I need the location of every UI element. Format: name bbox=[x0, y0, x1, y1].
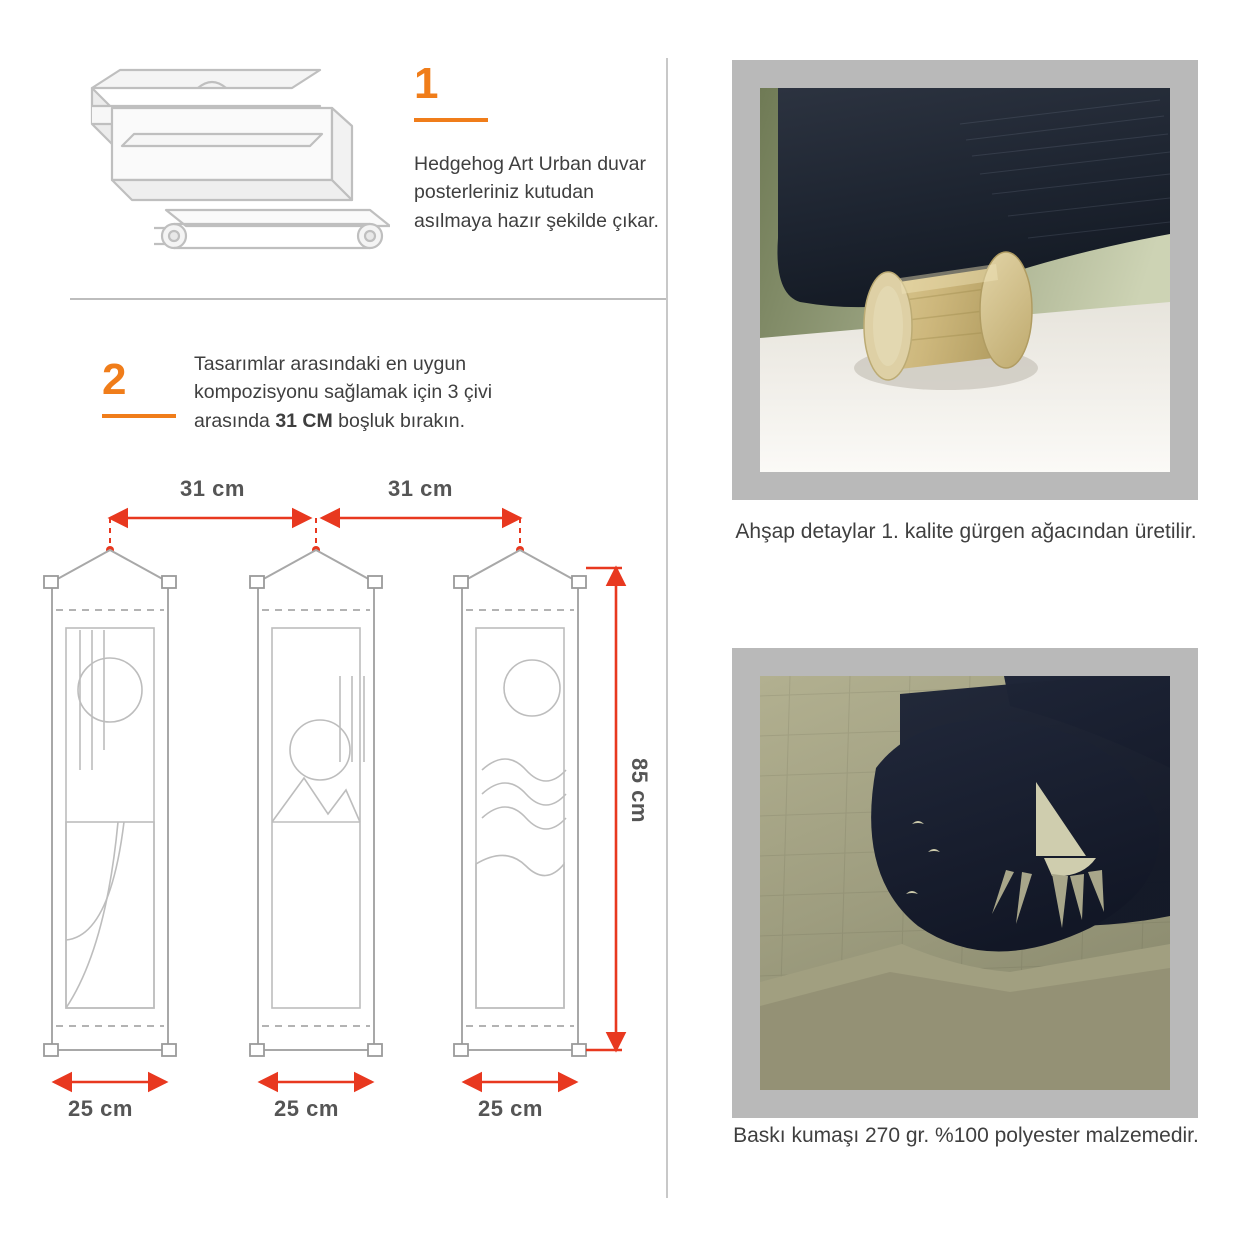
column-divider bbox=[666, 58, 668, 1198]
step-2 bbox=[102, 350, 668, 435]
wood-detail-caption: Ahşap detaylar 1. kalite gürgen ağacından üretilir. bbox=[735, 520, 1197, 543]
step-1-number: 1 bbox=[414, 59, 439, 108]
fabric-detail-caption: Baskı kumaşı 270 gr. %100 polyester malzemedir. bbox=[733, 1124, 1199, 1147]
width-label-2: 25 cm bbox=[274, 1096, 339, 1121]
section-divider bbox=[70, 298, 666, 300]
step-2-rule bbox=[102, 414, 176, 418]
spacing-label-2: 31 cm bbox=[388, 476, 453, 501]
poster-measurement-diagram bbox=[40, 470, 660, 1150]
fabric-detail-photo bbox=[760, 676, 1170, 1090]
wood-detail-photo bbox=[760, 88, 1170, 472]
fabric-detail-photo-frame bbox=[732, 648, 1198, 1118]
height-label: 85 cm bbox=[627, 758, 652, 823]
step-1 bbox=[414, 59, 664, 235]
spacing-label-1: 31 cm bbox=[180, 476, 245, 501]
step-1-text: Hedgehog Art Urban duvar posterleriniz kutudan asılmaya hazır şekilde çıkar. bbox=[414, 153, 659, 232]
step-2-number-group bbox=[102, 355, 192, 418]
box-illustration bbox=[70, 60, 390, 260]
right-column bbox=[690, 0, 1240, 1240]
step-2-text bbox=[194, 350, 524, 435]
step-2-text-strong: 31 CM bbox=[275, 409, 333, 432]
step-2-number: 2 bbox=[102, 355, 127, 404]
step-2-text-after: boşluk bırakın. bbox=[332, 409, 465, 432]
width-label-1: 25 cm bbox=[68, 1096, 133, 1121]
wood-detail-photo-frame bbox=[732, 60, 1198, 500]
width-label-3: 25 cm bbox=[478, 1096, 543, 1121]
step-1-rule bbox=[414, 118, 488, 122]
step-2-text-before: Tasarımlar arasındaki en uygun kompozisyonu sağlamak için 3 çivi arasında bbox=[194, 353, 493, 432]
